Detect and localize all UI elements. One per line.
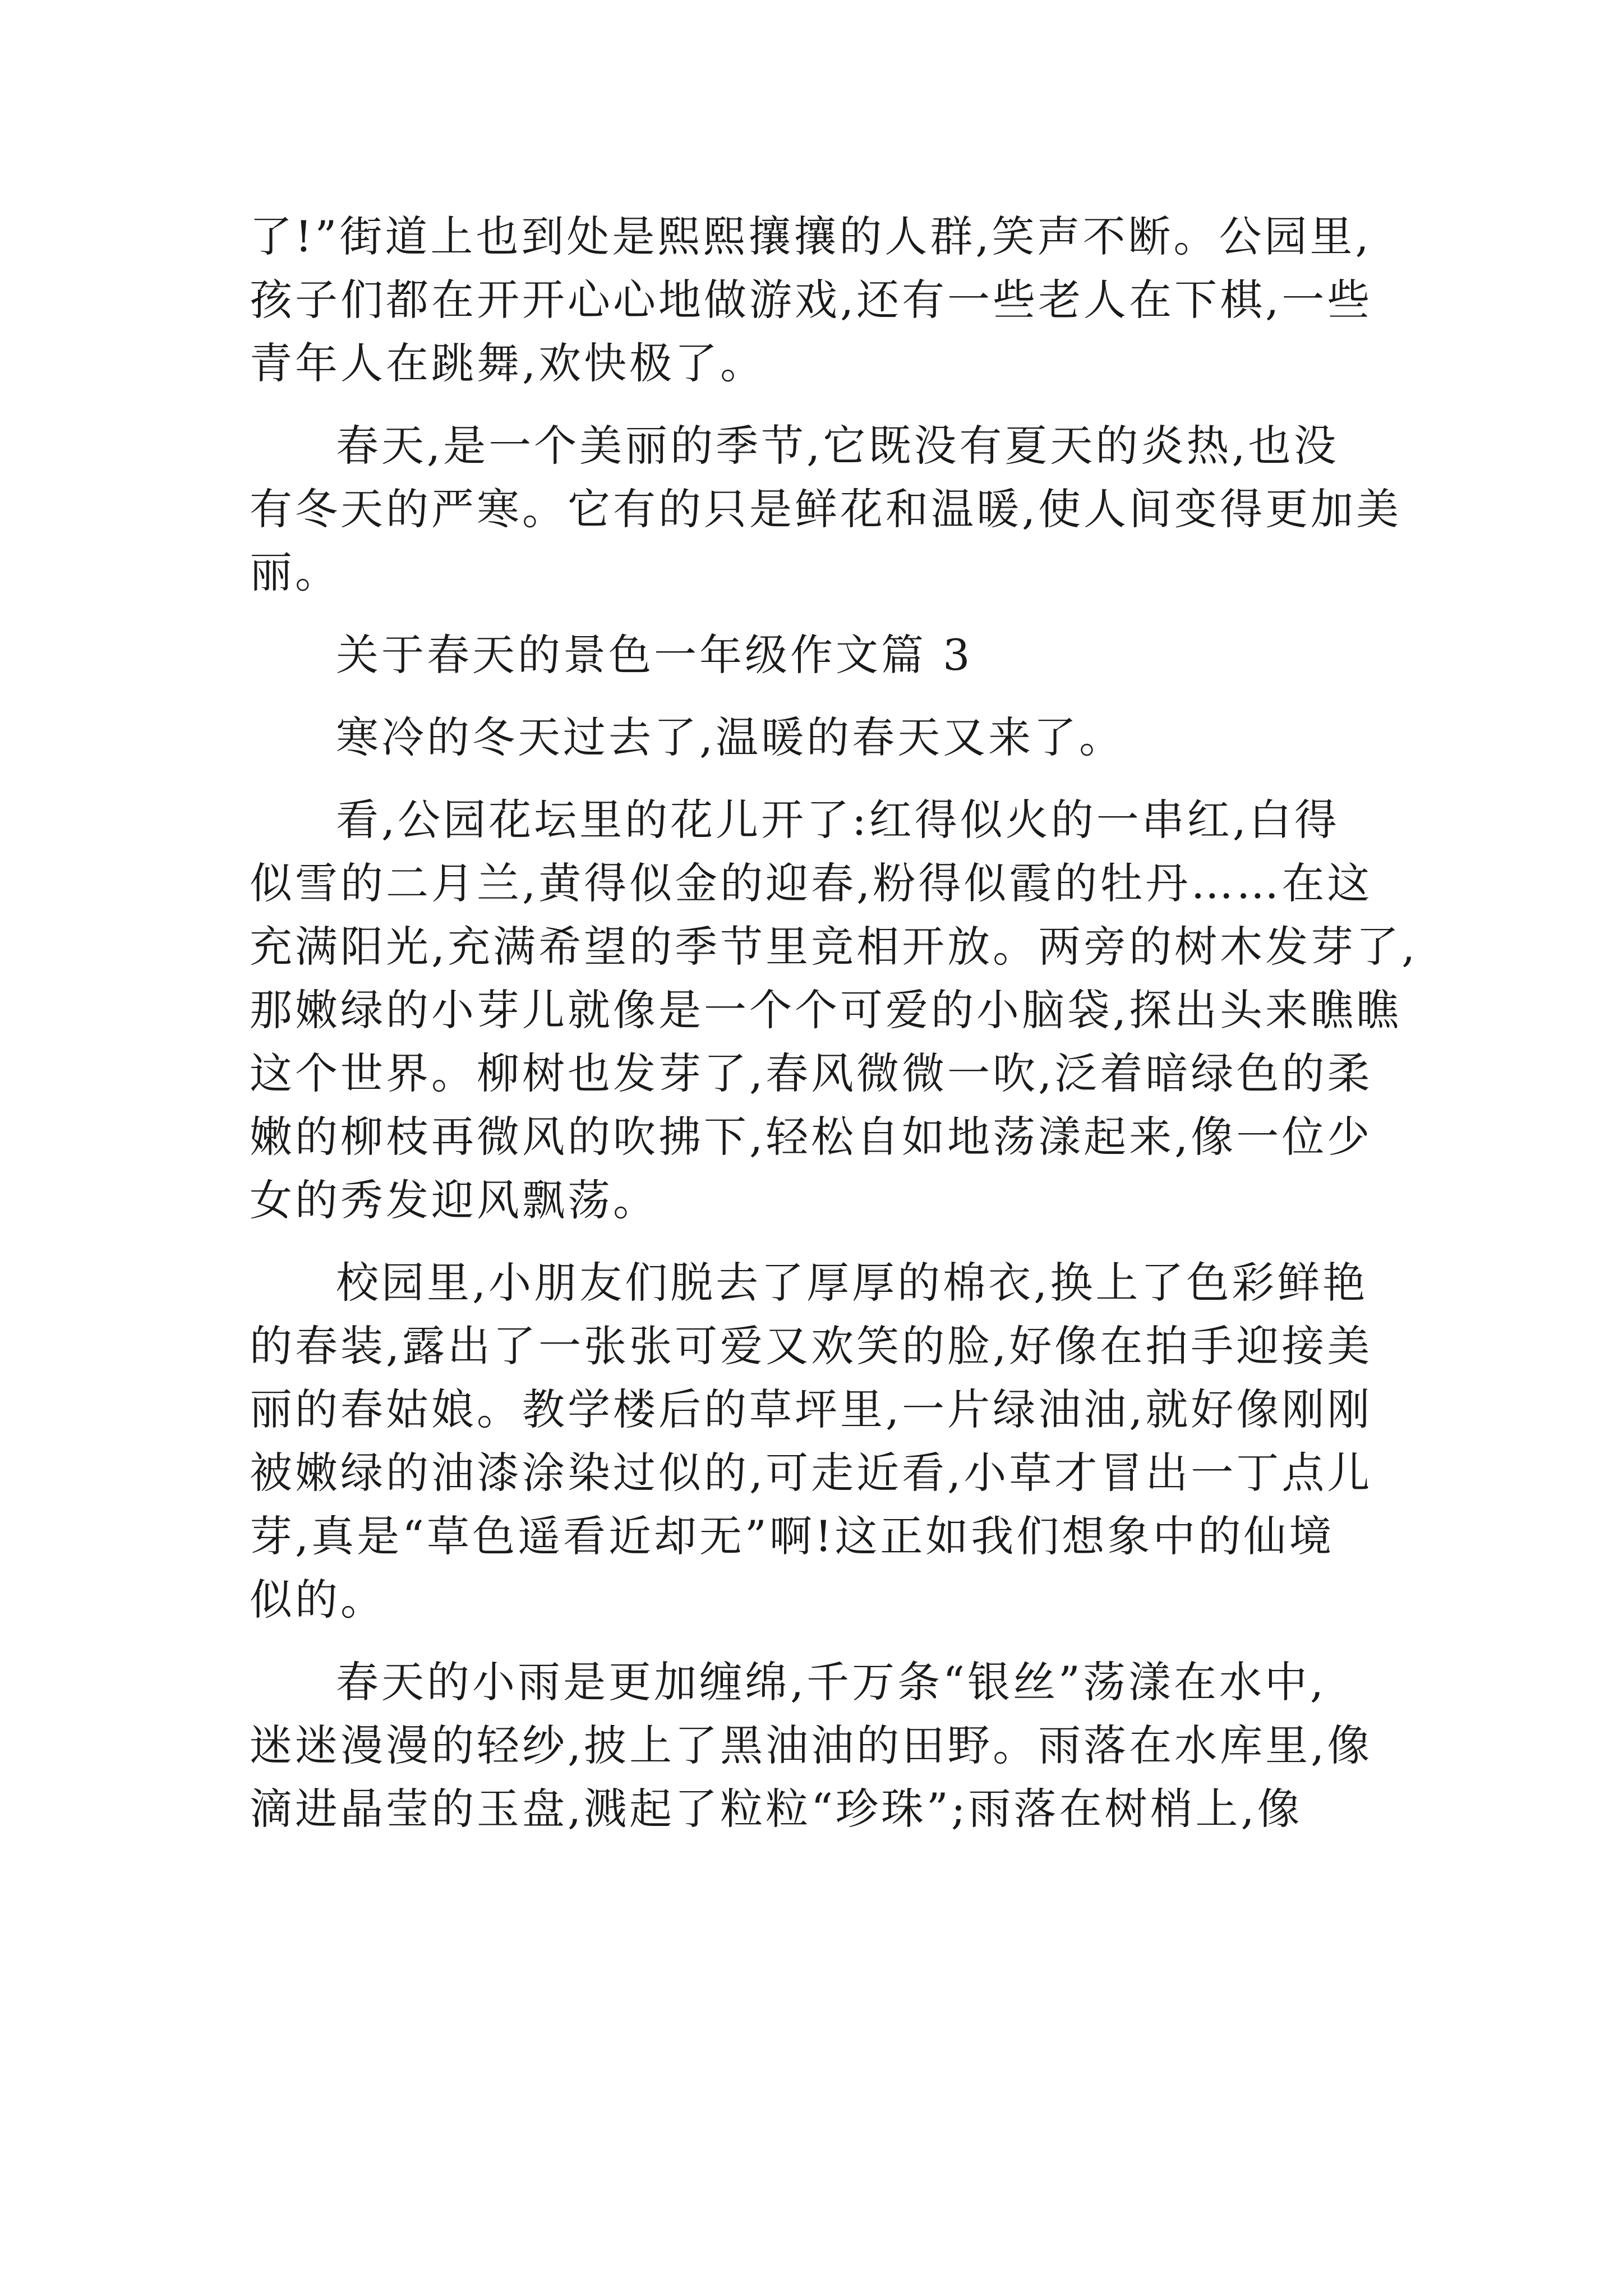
text-line: 那嫩绿的小芽儿就像是一个个可爱的小脑袋,探出头来瞧瞧 [250,985,1402,1035]
text-line: 有冬天的严寒。它有的只是鲜花和温暖,使人间变得更加美 [250,484,1402,534]
text-line: 孩子们都在开开心心地做游戏,还有一些老人在下棋,一些 [250,275,1373,325]
text-line: 被嫩绿的油漆涂染过似的,可走近看,小草才冒出一丁点儿 [250,1448,1373,1498]
paragraph-first-line: 校园里,小朋友们脱去了厚厚的棉衣,换上了色彩鲜艳 [336,1258,1368,1308]
paragraph-first-line: 寒冷的冬天过去了,温暖的春天又来了。 [336,712,1125,762]
text-line: 芽,真是“草色遥看近却无”啊!这正如我们想象中的仙境 [250,1511,1335,1561]
text-line: 丽。 [250,547,340,597]
text-line: 滴进晶莹的玉盘,溅起了粒粒“珍珠”;雨落在树梢上,像 [250,1784,1303,1834]
paragraph-first-line: 看,公园花坛里的花儿开了:红得似火的一串红,白得 [336,795,1340,845]
text-line: 了!”街道上也到处是熙熙攘攘的人群,笑声不断。公园里, [250,211,1372,261]
text-line: 似雪的二月兰,黄得似金的迎春,粉得似霞的牡丹……在这 [250,858,1373,908]
text-line: 嫩的柳枝再微风的吹拂下,轻松自如地荡漾起来,像一位少 [250,1112,1373,1162]
text-line: 迷迷漫漫的轻纱,披上了黑油油的田野。雨落在水库里,像 [250,1720,1373,1770]
text-line: 青年人在跳舞,欢快极了。 [250,338,766,388]
essay-body [250,205,1418,1841]
text-line: 这个世界。柳树也发芽了,春风微微一吹,泛着暗绿色的柔 [250,1048,1373,1098]
paragraph-first-line: 春天的小雨是更加缠绵,千万条“银丝”荡漾在水中, [336,1657,1327,1707]
text-line: 丽的春姑娘。教学楼后的草坪里,一片绿油油,就好像刚刚 [250,1384,1373,1434]
paragraph-first-line: 春天,是一个美丽的季节,它既没有夏天的炎热,也没 [336,421,1339,471]
text-line: 的春装,露出了一张张可爱又欢笑的脸,好像在拍手迎接美 [250,1321,1373,1371]
section-heading: 关于春天的景色一年级作文篇 3 [336,630,973,680]
text-line: 女的秀发迎风飘荡。 [250,1175,658,1225]
text-line: 充满阳光,充满希望的季节里竞相开放。两旁的树木发芽了, [250,922,1418,972]
text-line: 似的。 [250,1575,386,1625]
